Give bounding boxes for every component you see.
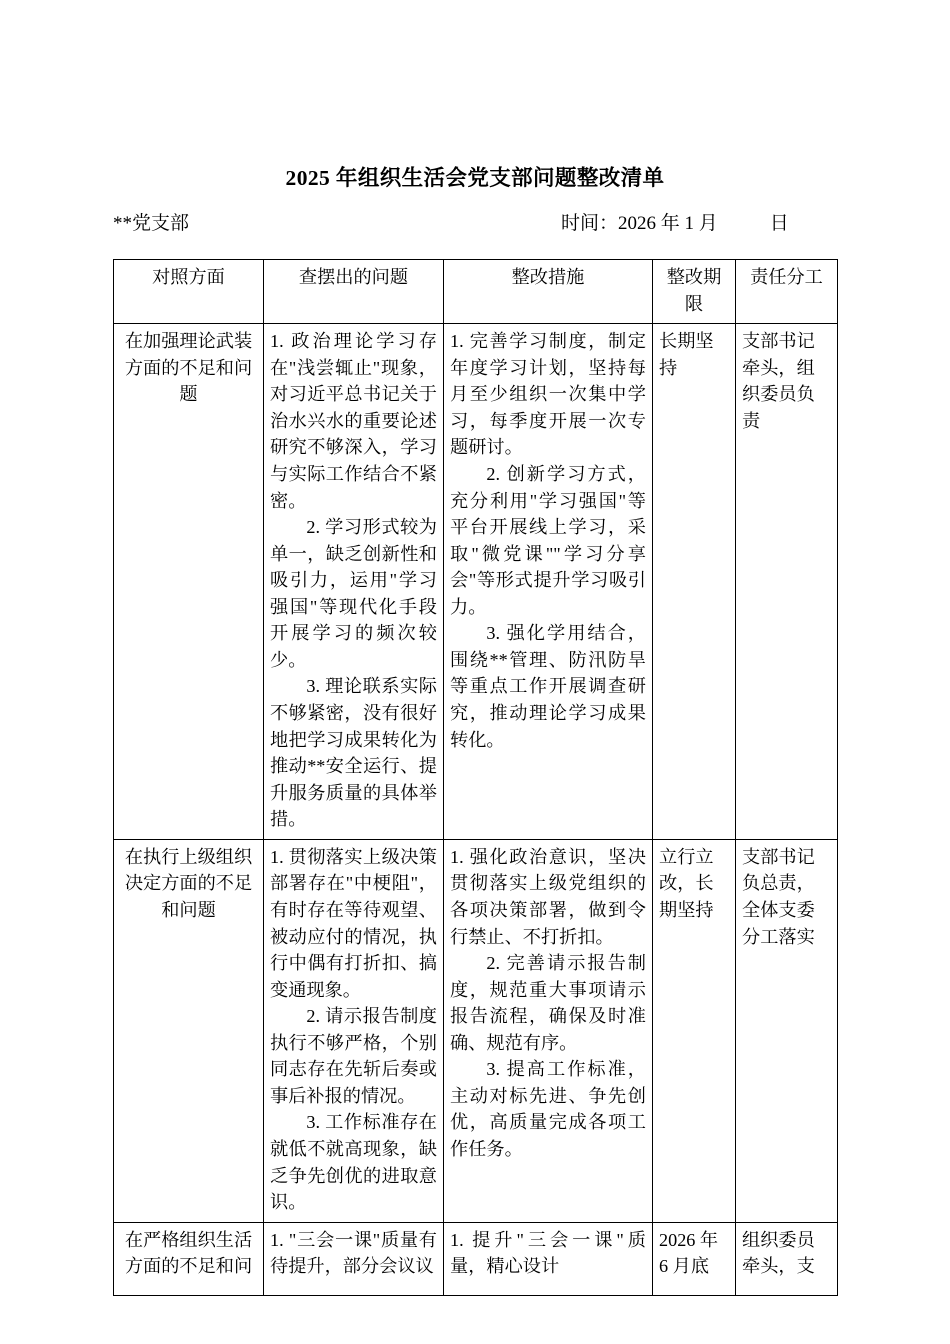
cell-measure (444, 1222, 653, 1295)
column-header-measure: 整改措施 (444, 260, 653, 324)
cell-deadline-text: 2026 年 6 月底 (659, 1229, 719, 1277)
cell-owner (736, 1222, 838, 1295)
meeting-date (561, 210, 789, 238)
problem-item: 2. 请示报告制度执行不够严格，个别同志存在先斩后奏或事后补报的情况。 (270, 1006, 437, 1106)
column-header-deadline: 整改期限 (653, 260, 736, 324)
cell-problem (264, 1222, 444, 1295)
table-header-row (114, 260, 838, 324)
measure-item: 2. 完善请示报告制度，规范重大事项请示报告流程，确保及时准确、规范有序。 (450, 953, 646, 1053)
table-body (114, 324, 838, 1296)
meeting-date-text: 时间：2026 年 1 月 (561, 213, 718, 234)
problem-item: 3. 工作标准存在就低不就高现象，缺乏争先创优的进取意识。 (270, 1112, 437, 1213)
cell-owner: 支部书记牵头，组织委员负责 (736, 324, 838, 840)
cell-measure (444, 324, 653, 840)
cell-deadline: 长期坚持 (653, 324, 736, 840)
problem-item: 1. 政治理论学习存在"浅尝辄止"现象，对习近平总书记关于治水兴水的重要论述研究不够深入，学习与实际工作结合不紧密。 (270, 331, 437, 511)
measure-item: 2. 创新学习方式，充分利用"学习强国"等平台开展线上学习，采取"微党课""学习分享会"等形式提升学习吸引力。 (450, 463, 646, 617)
page-title: 2025 年组织生活会党支部问题整改清单 (285, 166, 665, 190)
cell-deadline: 立行立改，长期坚持 (653, 839, 736, 1222)
cell-aspect: 在加强理论武装方面的不足和问题 (114, 324, 264, 840)
column-header-aspect: 对照方面 (114, 260, 264, 324)
table-row (114, 839, 838, 1222)
cell-aspect: 在执行上级组织决定方面的不足和问题 (114, 839, 264, 1222)
measure-item: 1. 强化政治意识，坚决贯彻落实上级党组织的各项决策部署，做到令行禁止、不打折扣。 (450, 846, 646, 947)
cell-aspect (114, 1222, 264, 1295)
cell-aspect-text: 在严格组织生活方面的不足和问 (124, 1229, 253, 1277)
problem-item: 1. "三会一课"质量有待提升，部分会议议 (270, 1229, 437, 1277)
cell-deadline (653, 1222, 736, 1295)
problem-item: 3. 理论联系实际不够紧密，没有很好地把学习成果转化为推动**安全运行、提升服务质量的具体举措。 (270, 676, 437, 830)
cell-owner-text: 组织委员牵头，支 (742, 1229, 815, 1277)
measure-item: 3. 强化学用结合，围绕**管理、防汛防旱等重点工作开展调查研究，推动理论学习成果转化。 (450, 623, 646, 750)
cell-measure (444, 839, 653, 1222)
rectification-table (113, 259, 838, 1296)
column-header-problem: 查摆出的问题 (264, 260, 444, 324)
measure-item: 3. 提高工作标准，主动对标先进、争先创优，高质量完成各项工作任务。 (450, 1059, 646, 1159)
branch-name: **党支部 (113, 213, 190, 234)
column-header-owner: 责任分工 (736, 260, 838, 324)
problem-item: 2. 学习形式较为单一，缺乏创新性和吸引力，运用"学习强国"等现代化手段开展学习的频次较少。 (270, 517, 437, 670)
measure-item: 1. 完善学习制度，制定年度学习计划，坚持每月至少组织一次集中学习，每季度开展一次专题研讨。 (450, 331, 646, 458)
measure-item: 1. 提升"三会一课"质量，精心设计 (450, 1229, 646, 1277)
meeting-day-label: 日 (769, 213, 789, 234)
problem-item: 1. 贯彻落实上级决策部署存在"中梗阻"，有时存在等待观望、被动应付的情况，执行中偶有打折扣、搞变通现象。 (270, 846, 437, 1000)
cell-problem (264, 324, 444, 840)
table-row (114, 1222, 838, 1295)
cell-problem (264, 839, 444, 1222)
cell-owner: 支部书记负总责，全体支委分工落实 (736, 839, 838, 1222)
table-row (114, 324, 838, 840)
document-meta-row (113, 210, 837, 240)
